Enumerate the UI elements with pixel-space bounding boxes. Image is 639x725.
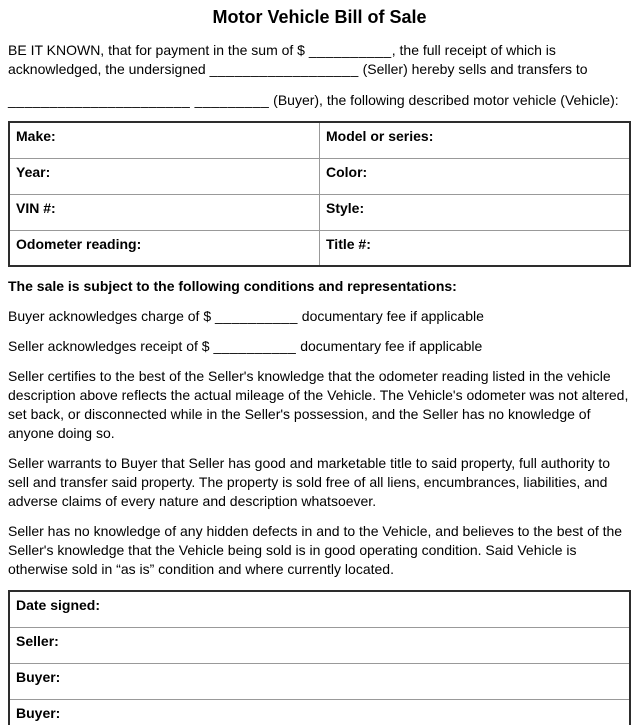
date-signed-label: Date signed: (16, 597, 101, 613)
signature-table (8, 590, 631, 725)
table-row (9, 230, 630, 266)
table-row (9, 699, 630, 725)
buyer1-signature-label: Buyer: (16, 668, 61, 685)
seller-name-blank[interactable]: __________________ (209, 61, 359, 77)
title-number-label: Title #: (326, 235, 371, 252)
make-label: Make: (16, 128, 56, 144)
table-row (9, 627, 630, 663)
buyer-text: (Buyer), the following described motor vehicle (Vehicle): (269, 92, 619, 108)
defects-paragraph: Seller has no knowledge of any hidden defects in and to the Vehicle, and believes to the best of the Seller's knowledge that the Vehicle being sold is in good operating condition. Said Vehicle is otherwise sold in “as is” condition and where currently located. (8, 523, 623, 577)
seller-fee-blank[interactable]: __________ (213, 338, 297, 354)
vehicle-cell-make[interactable] (9, 122, 320, 158)
odometer-label: Odometer reading: (16, 235, 142, 252)
vehicle-info-table (8, 121, 631, 267)
intro-text-3: (Seller) hereby sells and transfers to (358, 61, 588, 77)
vehicle-cell-color[interactable] (320, 158, 631, 194)
table-row (9, 158, 630, 194)
seller-fee-text-2: documentary fee if applicable (296, 338, 483, 354)
payment-amount-blank[interactable]: __________ (308, 42, 392, 58)
intro-paragraph (8, 41, 631, 79)
vehicle-cell-style[interactable] (320, 194, 631, 230)
intro-text-2: , the full receipt of which is acknowledged, the undersigned (8, 42, 556, 77)
table-row (9, 663, 630, 699)
color-label: Color: (326, 163, 368, 180)
buyer-fee-text-2: documentary fee if applicable (297, 308, 484, 324)
vehicle-cell-model[interactable] (320, 122, 631, 158)
vin-label: VIN #: (16, 199, 56, 216)
seller-fee-text-1: Seller acknowledges receipt of $ (8, 338, 214, 354)
warranty-paragraph: Seller warrants to Buyer that Seller has good and marketable title to said property, full authority to sell and transfer said property. The property is sold free of all liens, encumbrances, liabilities, and adverse claims of every nature and description whatsoever. (8, 455, 611, 509)
seller-fee-line (8, 337, 631, 356)
buyer2-signature-label: Buyer: (16, 704, 61, 721)
signature-cell-date-signed[interactable] (9, 591, 630, 627)
conditions-heading: The sale is subject to the following conditions and representations: (8, 278, 457, 294)
year-label: Year: (16, 163, 51, 180)
model-label: Model or series: (326, 128, 434, 144)
table-row (9, 122, 630, 158)
table-row (9, 194, 630, 230)
vehicle-cell-vin[interactable] (9, 194, 320, 230)
signature-cell-seller[interactable] (9, 627, 630, 663)
buyer-fee-line (8, 307, 631, 326)
table-row (9, 591, 630, 627)
signature-cell-buyer-2[interactable] (9, 699, 630, 725)
style-label: Style: (326, 199, 365, 216)
buyer-fee-blank[interactable]: __________ (215, 308, 298, 324)
intro-text-1: BE IT KNOWN, that for payment in the sum of $ (8, 42, 309, 58)
vehicle-cell-title-number[interactable] (320, 230, 631, 266)
buyer-name-blank[interactable]: ______________________ _________ (8, 92, 270, 108)
signature-cell-buyer-1[interactable] (9, 663, 630, 699)
buyer-paragraph (8, 91, 631, 110)
odometer-certification-paragraph: Seller certifies to the best of the Seller's knowledge that the odometer reading listed in the vehicle description above reflects the actual mileage of the Vehicle. The Vehicle's odometer was not altered, set back, or disconnected while in the Seller's possession, and the Seller has no knowledge of anyone doing so. (8, 368, 629, 441)
vehicle-cell-year[interactable] (9, 158, 320, 194)
page-title: Motor Vehicle Bill of Sale (212, 7, 427, 27)
buyer-fee-text-1: Buyer acknowledges charge of $ (8, 308, 216, 324)
seller-signature-label: Seller: (16, 632, 59, 649)
vehicle-cell-odometer[interactable] (9, 230, 320, 266)
